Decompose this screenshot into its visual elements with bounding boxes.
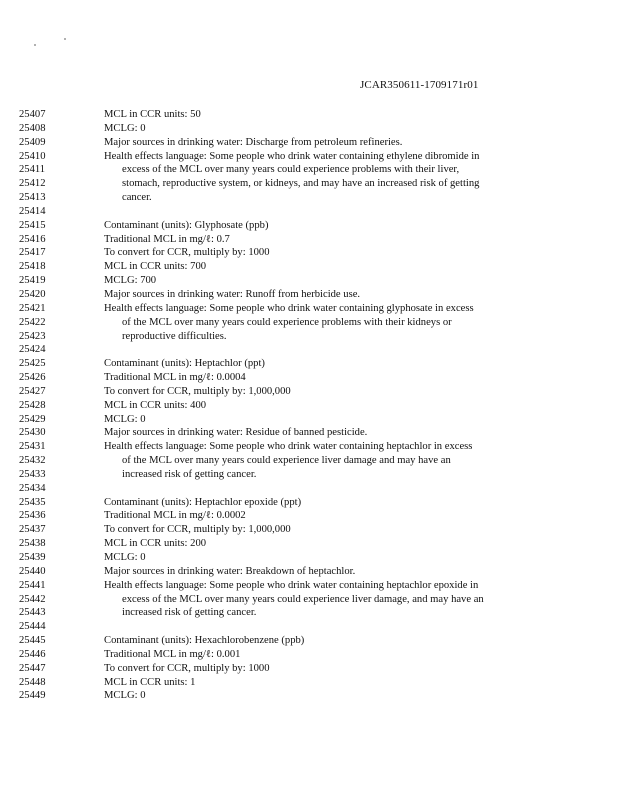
text-line [0, 371, 618, 385]
text-line [0, 537, 618, 551]
text-line [0, 260, 618, 274]
line-number: 25407 [19, 109, 46, 120]
line-number: 25409 [19, 136, 46, 148]
scan-speck [34, 44, 36, 46]
line-number: 25443 [19, 607, 46, 619]
line-text: Major sources in drinking water: Runoff from herbicide use. [104, 288, 361, 300]
text-line [0, 163, 618, 177]
text-line [0, 593, 618, 607]
line-number: 25430 [19, 427, 46, 439]
text-line [0, 634, 618, 648]
line-number: 25418 [19, 261, 46, 273]
line-text: excess of the MCL over many years could experience liver damage, and may have an [122, 593, 484, 605]
line-number: 25445 [19, 635, 46, 647]
line-text: MCLG: 0 [104, 552, 146, 563]
line-number: 25414 [19, 205, 46, 217]
text-line [0, 662, 618, 676]
line-text: To convert for CCR, multiply by: 1,000,000 [104, 524, 291, 536]
line-number: 25412 [19, 178, 46, 190]
line-number: 25448 [19, 676, 46, 688]
text-line [0, 689, 618, 703]
text-line [0, 274, 618, 288]
line-number: 25411 [19, 164, 46, 176]
line-number: 25436 [19, 510, 46, 522]
line-number: 25442 [19, 593, 46, 605]
line-text: Major sources in drinking water: Discharge from petroleum refineries. [104, 136, 403, 148]
line-text: Contaminant (units): Heptachlor (ppt) [104, 358, 265, 370]
line-number: 25413 [19, 192, 46, 204]
line-number: 25437 [19, 524, 46, 536]
text-line [0, 205, 618, 219]
text-line [0, 509, 618, 523]
text-line [0, 177, 618, 191]
line-text: Contaminant (units): Heptachlor epoxide (ppt) [104, 496, 302, 508]
text-line [0, 579, 618, 593]
line-number: 25433 [19, 468, 46, 480]
line-text: reproductive difficulties. [122, 330, 227, 342]
line-text: To convert for CCR, multiply by: 1000 [104, 662, 270, 674]
line-numbered-text [0, 108, 618, 703]
text-line [0, 482, 618, 496]
line-text: Contaminant (units): Hexachlorobenzene (ppb) [104, 635, 305, 647]
line-number: 25425 [19, 358, 46, 370]
line-number: 25422 [19, 316, 46, 328]
line-text: MCL in CCR units: 1 [104, 676, 196, 688]
text-line [0, 551, 618, 565]
text-line [0, 219, 618, 233]
line-text: MCL in CCR units: 400 [104, 399, 207, 411]
line-number: 25421 [19, 302, 46, 314]
text-line [0, 496, 618, 510]
line-text: To convert for CCR, multiply by: 1000 [104, 247, 270, 259]
line-number: 25444 [19, 621, 46, 633]
line-number: 25427 [19, 385, 46, 397]
text-line [0, 565, 618, 579]
line-number: 25420 [19, 288, 46, 300]
line-text: of the MCL over many years could experience problems with their kidneys or [122, 316, 452, 328]
line-number: 25423 [19, 330, 46, 342]
text-line [0, 440, 618, 454]
text-line [0, 454, 618, 468]
line-text: Major sources in drinking water: Breakdown of heptachlor. [104, 565, 356, 577]
line-text: increased risk of getting cancer. [122, 468, 257, 480]
text-line [0, 150, 618, 164]
line-number: 25426 [19, 372, 46, 384]
line-text: Contaminant (units): Glyphosate (ppb) [104, 219, 269, 231]
line-number: 25446 [19, 648, 46, 660]
line-text: Health effects language: Some people who drink water containing glyphosate in excess [104, 302, 474, 314]
text-line [0, 468, 618, 482]
line-number: 25419 [19, 275, 46, 287]
text-line [0, 523, 618, 537]
text-line [0, 288, 618, 302]
text-line [0, 191, 618, 205]
text-line [0, 426, 618, 440]
line-number: 25432 [19, 455, 46, 467]
text-line [0, 246, 618, 260]
text-line [0, 343, 618, 357]
line-number: 25440 [19, 565, 46, 577]
line-text: Health effects language: Some people who drink water containing ethylene dibromide in [104, 150, 480, 162]
text-line [0, 676, 618, 690]
line-number: 25428 [19, 399, 46, 411]
line-number: 25431 [19, 441, 46, 453]
text-line [0, 606, 618, 620]
text-line [0, 413, 618, 427]
line-number: 25435 [19, 496, 46, 508]
line-text: To convert for CCR, multiply by: 1,000,000 [104, 385, 291, 397]
line-number: 25429 [19, 413, 46, 425]
line-text: MCLG: 700 [104, 275, 157, 287]
line-text: Health effects language: Some people who drink water containing heptachlor in excess [104, 441, 473, 453]
line-text: stomach, reproductive system, or kidneys, and may have an increased risk of getting [122, 178, 480, 190]
line-text: Traditional MCL in mg/ℓ: 0.0002 [104, 510, 246, 522]
text-line [0, 233, 618, 247]
line-text: of the MCL over many years could experience liver damage and may have an [122, 455, 451, 467]
scan-speck [64, 38, 66, 40]
line-text: MCLG: 0 [104, 122, 146, 134]
line-text: MCL in CCR units: 700 [104, 261, 207, 273]
line-text: MCL in CCR units: 200 [104, 538, 207, 550]
text-line [0, 399, 618, 413]
text-line [0, 620, 618, 634]
line-text: MCL in CCR units: 50 [104, 109, 201, 120]
line-text: MCLG: 0 [104, 690, 146, 702]
text-line [0, 122, 618, 136]
text-line [0, 357, 618, 371]
text-line [0, 302, 618, 316]
line-number: 25415 [19, 219, 46, 231]
line-number: 25441 [19, 579, 46, 591]
line-text: Traditional MCL in mg/ℓ: 0.0004 [104, 372, 246, 384]
line-text: Traditional MCL in mg/ℓ: 0.001 [104, 648, 241, 660]
line-number: 25410 [19, 150, 46, 162]
line-number: 25434 [19, 482, 46, 494]
line-text: Traditional MCL in mg/ℓ: 0.7 [104, 233, 230, 245]
text-line [0, 330, 618, 344]
line-text: Major sources in drinking water: Residue of banned pesticide. [104, 427, 368, 439]
line-text: MCLG: 0 [104, 413, 146, 425]
text-line [0, 108, 618, 122]
text-line [0, 136, 618, 150]
document-id: JCAR350611-1709171r01 [360, 79, 479, 91]
line-number: 25447 [19, 662, 46, 674]
line-number: 25416 [19, 233, 46, 245]
text-line [0, 648, 618, 662]
line-number: 25424 [19, 344, 46, 356]
line-text: Health effects language: Some people who drink water containing heptachlor epoxide in [104, 579, 479, 591]
line-text: cancer. [122, 192, 152, 204]
text-line [0, 316, 618, 330]
line-number: 25439 [19, 552, 46, 563]
text-line [0, 385, 618, 399]
line-number: 25417 [19, 247, 46, 259]
line-number: 25408 [19, 122, 46, 134]
line-number: 25449 [19, 690, 46, 702]
line-text: increased risk of getting cancer. [122, 607, 257, 619]
line-text: excess of the MCL over many years could experience problems with their liver, [122, 164, 460, 176]
line-number: 25438 [19, 538, 46, 550]
